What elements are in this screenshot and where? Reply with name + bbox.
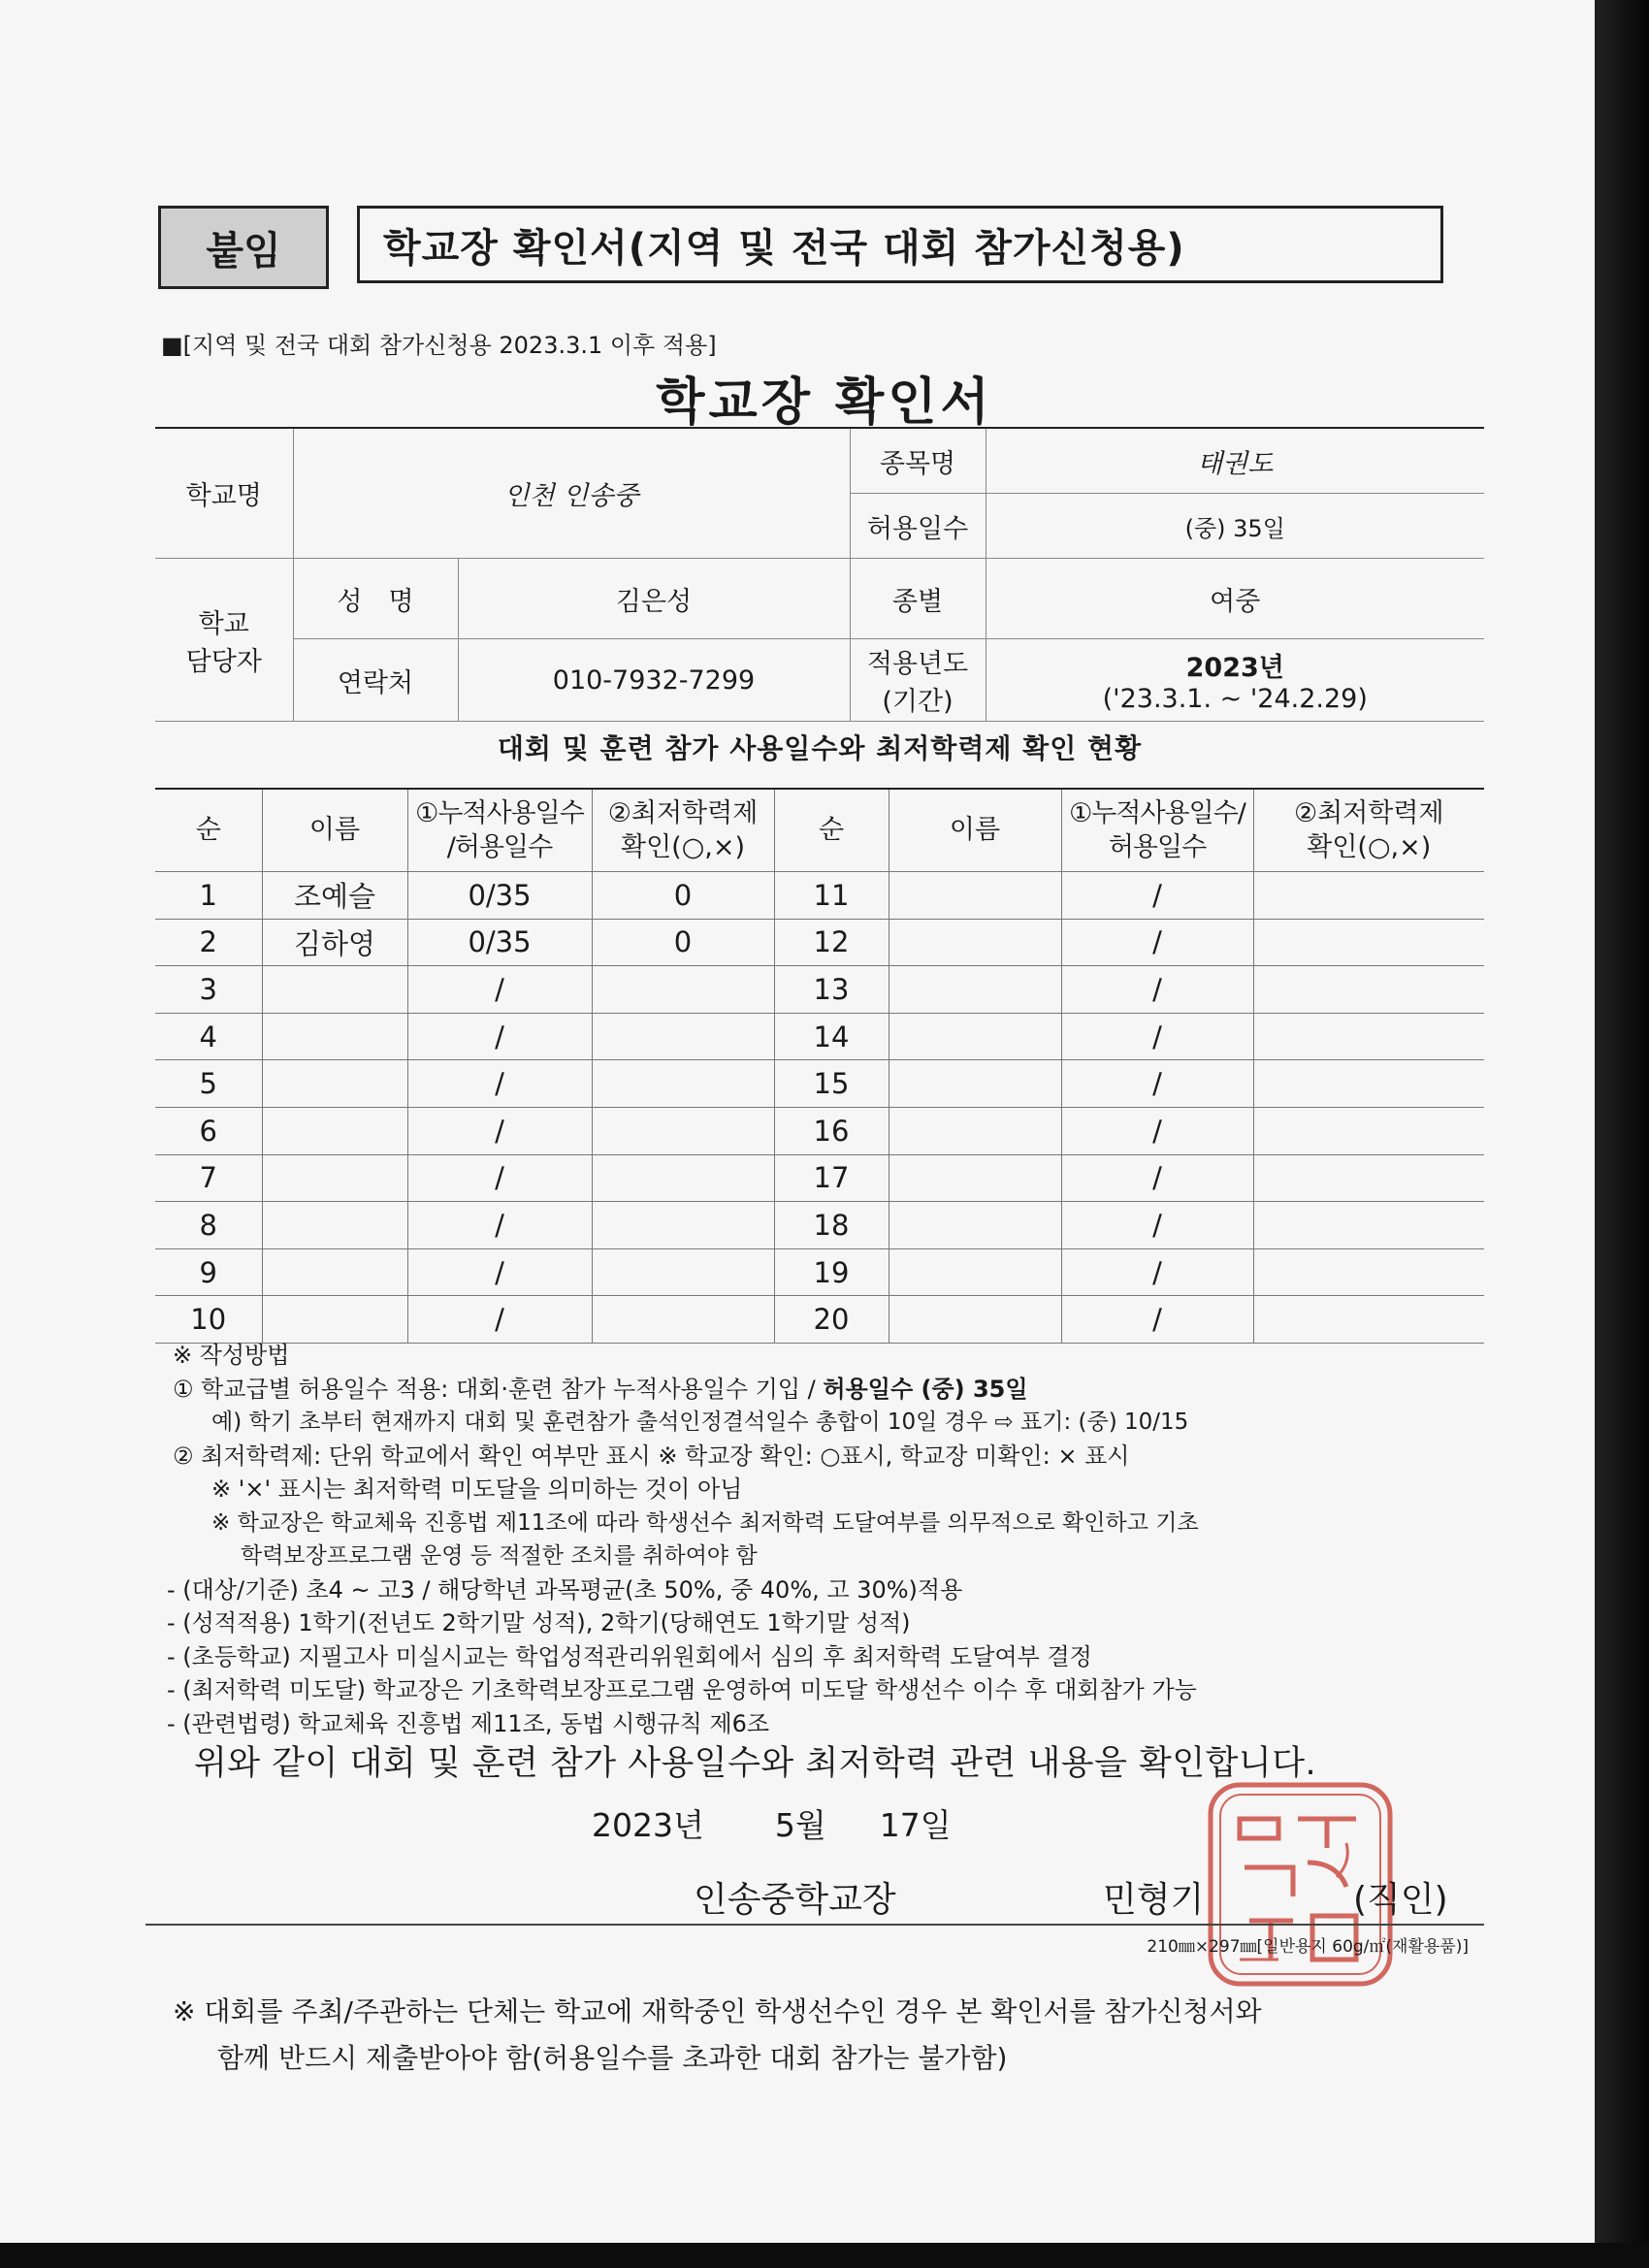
manager-label-line1: 학교 — [198, 608, 249, 639]
note-4: ※ '×' 표시는 최저학력 미도달을 의미하는 것이 아님 — [211, 1475, 743, 1503]
row-acad — [1253, 1154, 1484, 1202]
notes-heading: ※ 작성방법 — [173, 1342, 290, 1369]
row-acad — [592, 1248, 774, 1296]
table-row — [155, 966, 1484, 1014]
row-days: / — [407, 1202, 592, 1249]
manager-label-line2: 담당자 — [185, 646, 262, 677]
row-acad — [592, 1013, 774, 1060]
row-name — [889, 1107, 1061, 1154]
row-no: 16 — [774, 1107, 889, 1154]
bottom-note — [173, 1989, 1262, 2082]
info-table — [155, 427, 1484, 722]
bottom-note-2: 함께 반드시 제출받아야 함(허용일수를 초과한 대회 참가는 불가함) — [217, 2042, 1008, 2074]
contact-label: 연락처 — [293, 639, 458, 722]
row-days: / — [1061, 1296, 1253, 1344]
hdr-days-left — [407, 789, 592, 872]
hdr-no-right: 순 — [774, 789, 889, 872]
hdr-acad-left — [592, 789, 774, 872]
name-label: 성 명 — [293, 559, 458, 639]
row-days: 0/35 — [407, 919, 592, 966]
row-name — [262, 1060, 407, 1108]
note-1b: 허용일수 (중) 35일 — [823, 1375, 1028, 1403]
row-name — [262, 1202, 407, 1249]
year-value-cell — [986, 639, 1484, 722]
row-name — [262, 1248, 407, 1296]
row-no: 7 — [155, 1154, 262, 1202]
row-no: 20 — [774, 1296, 889, 1344]
hdr-no-left: 순 — [155, 789, 262, 872]
school-label: 학교명 — [155, 428, 293, 559]
hdr-days-left-1: ①누적사용일수 — [415, 797, 584, 828]
hdr-acad-left-2: 확인(○,×) — [621, 832, 745, 862]
note-6: 학력보장프로그램 운영 등 적절한 조치를 취하여야 함 — [241, 1543, 758, 1569]
row-days: / — [1061, 872, 1253, 920]
note-3: ② 최저학력제: 단위 학교에서 확인 여부만 표시 ※ 학교장 확인: ○표시, 학교장 미확인: × 표시 — [173, 1442, 1130, 1470]
row-days: / — [1061, 1154, 1253, 1202]
row-no: 10 — [155, 1296, 262, 1344]
row-acad — [592, 1202, 774, 1249]
row-name — [262, 1296, 407, 1344]
row-name — [889, 1296, 1061, 1344]
paper-spec: 210㎜×297㎜[일반용지 60g/㎡(재활용품)] — [1147, 1937, 1469, 1957]
note-9: - (초등학교) 지필고사 미실시교는 학업성적관리위원회에서 심의 후 최저학력 도달여부 결정 — [167, 1642, 1092, 1670]
row-days: / — [407, 1107, 592, 1154]
row-days: / — [1061, 1248, 1253, 1296]
row-acad — [1253, 872, 1484, 920]
row-acad — [592, 1107, 774, 1154]
year-label-1: 적용년도 — [866, 649, 969, 679]
row-days: 0/35 — [407, 872, 592, 920]
row-acad: 0 — [592, 919, 774, 966]
row-days: / — [1061, 1060, 1253, 1108]
row-no: 12 — [774, 919, 889, 966]
row-days: / — [1061, 966, 1253, 1014]
sport-label: 종목명 — [850, 428, 986, 494]
row-name — [262, 1013, 407, 1060]
row-acad — [1253, 1060, 1484, 1108]
divider — [146, 1924, 1484, 1926]
note-7: - (대상/기준) 초4 ~ 고3 / 해당학년 과목평균(초 50%, 중 40%, 고 30%)적용 — [167, 1575, 963, 1604]
date-day: 17일 — [879, 1806, 952, 1844]
note-11: - (관련법령) 학교체육 진흥법 제11조, 동법 시행규칙 제6조 — [167, 1709, 770, 1737]
row-name — [262, 1107, 407, 1154]
note-8: - (성적적용) 1학기(전년도 2학기말 성적), 2학기(당해연도 1학기말 성적) — [167, 1609, 911, 1636]
hdr-days-right-1: ①누적사용일수/ — [1069, 797, 1245, 828]
table-row — [155, 1107, 1484, 1154]
row-days: / — [407, 1154, 592, 1202]
row-days: / — [407, 1013, 592, 1060]
year-label-2: (기간) — [882, 687, 954, 717]
row-no: 3 — [155, 966, 262, 1014]
row-no: 5 — [155, 1060, 262, 1108]
signer-name: 민형기 — [1103, 1880, 1205, 1920]
row-acad — [1253, 1202, 1484, 1249]
year-value: 2023년 — [1185, 653, 1284, 683]
row-days: / — [407, 1060, 592, 1108]
row-acad — [1253, 1248, 1484, 1296]
note-1a: ① 학교급별 허용일수 적용: 대회·훈련 참가 누적사용일수 기입 / — [173, 1375, 824, 1403]
hdr-days-right-2: 허용일수 — [1108, 832, 1207, 862]
row-name — [889, 1248, 1061, 1296]
row-no: 11 — [774, 872, 889, 920]
row-acad — [1253, 1013, 1484, 1060]
hdr-name-right: 이름 — [889, 789, 1061, 872]
name-value: 김은성 — [458, 559, 850, 639]
hdr-acad-right-1: ②최저학력제 — [1293, 797, 1444, 828]
hdr-acad-left-1: ②최저학력제 — [607, 797, 759, 828]
note-5: ※ 학교장은 학교체육 진흥법 제11조에 따라 학생선수 최저학력 도달여부를 의무적으로 확인하고 기초 — [211, 1509, 1199, 1536]
table-row — [155, 1154, 1484, 1202]
row-name — [889, 1154, 1061, 1202]
school-value: 인천 인송중 — [293, 428, 850, 559]
row-days: / — [407, 1248, 592, 1296]
table-header — [155, 789, 1484, 872]
table-row — [155, 1296, 1484, 1344]
attachment-tag: 붙임 — [158, 206, 329, 289]
note-10: - (최저학력 미도달) 학교장은 기초학력보장프로그램 운영하여 미도달 학생선수 이수 후 대회참가 가능 — [167, 1676, 1197, 1703]
date-month: 5월 — [774, 1806, 826, 1844]
row-no: 18 — [774, 1202, 889, 1249]
row-no: 19 — [774, 1248, 889, 1296]
row-name — [889, 1060, 1061, 1108]
sport-value: 태권도 — [986, 428, 1484, 494]
seal-mark: (직인) — [1353, 1880, 1448, 1920]
hdr-days-left-2: /허용일수 — [446, 832, 553, 862]
row-no: 9 — [155, 1248, 262, 1296]
instructions — [167, 1339, 1531, 1740]
row-no: 2 — [155, 919, 262, 966]
row-no: 13 — [774, 966, 889, 1014]
row-no: 1 — [155, 872, 262, 920]
row-no: 6 — [155, 1107, 262, 1154]
section-title: 대회 및 훈련 참가 사용일수와 최저학력제 확인 현황 — [497, 732, 1143, 764]
hdr-acad-right — [1253, 789, 1484, 872]
usage-table — [155, 788, 1484, 1344]
signer-school: 인송중학교장 — [694, 1880, 896, 1920]
row-no: 4 — [155, 1013, 262, 1060]
type-value: 여중 — [986, 559, 1484, 639]
row-acad — [1253, 1107, 1484, 1154]
row-no: 14 — [774, 1013, 889, 1060]
year-label — [850, 639, 986, 722]
row-name — [889, 919, 1061, 966]
period-value: ('23.3.1. ~ '24.2.29) — [1102, 684, 1368, 714]
row-no: 8 — [155, 1202, 262, 1249]
manager-label — [155, 559, 293, 722]
hdr-acad-right-2: 확인(○,×) — [1307, 832, 1432, 862]
row-name — [889, 966, 1061, 1014]
sign-date — [592, 1800, 952, 1846]
row-name — [889, 872, 1061, 920]
row-name: 김하영 — [262, 919, 407, 966]
table-row — [155, 872, 1484, 920]
type-label: 종별 — [850, 559, 986, 639]
row-days: / — [407, 966, 592, 1014]
row-acad — [592, 1154, 774, 1202]
row-name — [262, 966, 407, 1014]
table-row — [155, 1060, 1484, 1108]
doc-title: 학교장 확인서 — [656, 373, 993, 432]
row-days: / — [1061, 1107, 1253, 1154]
table-row — [155, 1013, 1484, 1060]
row-days: / — [1061, 919, 1253, 966]
table-row — [155, 1248, 1484, 1296]
row-acad — [592, 966, 774, 1014]
contact-value: 010-7932-7299 — [458, 639, 850, 722]
table-row — [155, 919, 1484, 966]
note-1 — [173, 1373, 1531, 1407]
row-no: 15 — [774, 1060, 889, 1108]
row-name: 조예슬 — [262, 872, 407, 920]
bottom-note-1: ※ 대회를 주최/주관하는 단체는 학교에 재학중인 학생선수인 경우 본 확인서를 참가신청서와 — [173, 1995, 1262, 2027]
hdr-days-right — [1061, 789, 1253, 872]
scan-edge — [1595, 0, 1649, 2268]
row-acad — [592, 1060, 774, 1108]
note-2: 예) 학기 초부터 현재까지 대회 및 훈련참가 출석인정결석일수 총합이 10일 경우 ⇨ 표기: (중) 10/15 — [211, 1409, 1189, 1435]
row-acad — [592, 1296, 774, 1344]
row-acad: 0 — [592, 872, 774, 920]
row-days: / — [407, 1296, 592, 1344]
sub-note: ■[지역 및 전국 대회 참가신청용 2023.3.1 이후 적용] — [161, 332, 717, 359]
row-days: / — [1061, 1202, 1253, 1249]
date-year: 2023년 — [592, 1806, 704, 1844]
row-no: 17 — [774, 1154, 889, 1202]
row-acad — [1253, 919, 1484, 966]
row-days: / — [1061, 1013, 1253, 1060]
confirm-statement: 위와 같이 대회 및 훈련 참가 사용일수와 최저학력 관련 내용을 확인합니다. — [194, 1744, 1317, 1783]
days-value: (중) 35일 — [986, 494, 1484, 559]
row-name — [889, 1202, 1061, 1249]
header-title: 학교장 확인서(지역 및 전국 대회 참가신청용) — [357, 206, 1443, 283]
row-name — [889, 1013, 1061, 1060]
days-label: 허용일수 — [850, 494, 986, 559]
row-name — [262, 1154, 407, 1202]
hdr-name-left: 이름 — [262, 789, 407, 872]
row-acad — [1253, 966, 1484, 1014]
row-acad — [1253, 1296, 1484, 1344]
table-row — [155, 1202, 1484, 1249]
scan-bottom-edge — [0, 2243, 1649, 2268]
